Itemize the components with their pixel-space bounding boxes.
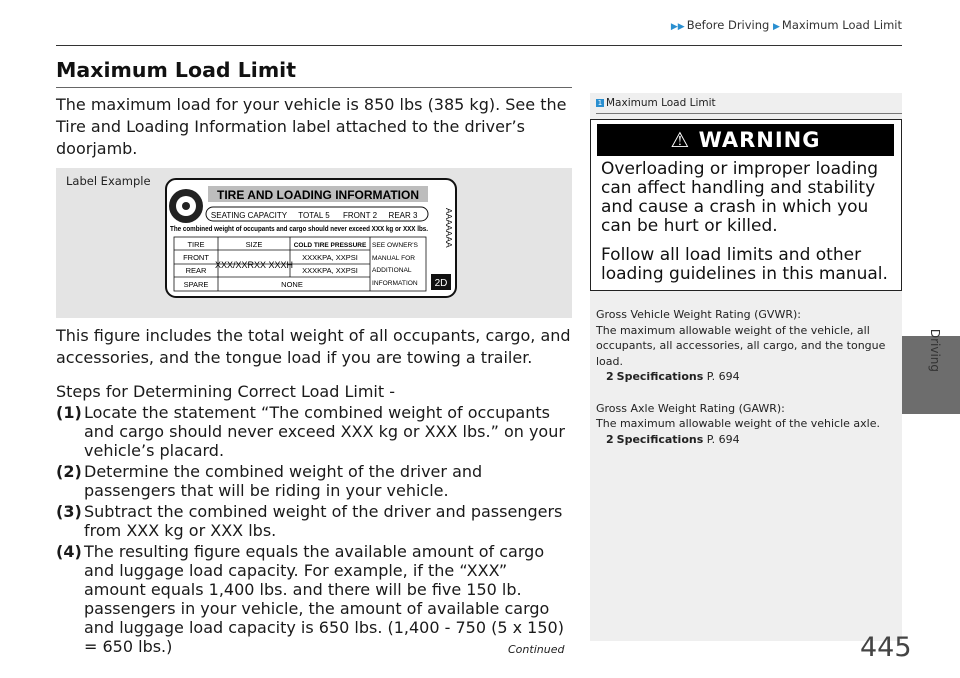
header-divider: [56, 45, 902, 46]
notes-panel: [590, 93, 902, 641]
step-text: Locate the statement “The combined weight of occupants and cargo should never exceed XXX kg or XXX lbs.” on your vehicle’s placard.: [84, 403, 565, 460]
reference-arrow-icon: 2: [606, 370, 614, 383]
intro-paragraph: The maximum load for your vehicle is 850 lbs (385 kg). See the Tire and Loading Information label attached to the driver’s doorjamb.: [56, 95, 567, 158]
breadcrumb-section[interactable]: Before Driving: [686, 18, 770, 32]
label-heading: TIRE AND LOADING INFORMATION: [217, 188, 419, 202]
step-number: (1): [56, 403, 82, 422]
see-manual-2: MANUAL FOR: [372, 255, 415, 262]
tire-icon: [169, 189, 203, 223]
seating-front: FRONT 2: [342, 211, 378, 220]
gvwr-reference[interactable]: [596, 369, 898, 385]
col-tire: TIRE: [187, 240, 205, 249]
gawr-text: The maximum allowable weight of the vehicle axle.: [596, 417, 880, 430]
label-example-figure: [56, 168, 572, 318]
double-arrow-icon: ▶▶: [670, 22, 685, 32]
step-item: [56, 542, 572, 656]
pressure-front: XXXKPA, XXPSI: [302, 253, 358, 262]
step-number: (3): [56, 502, 82, 521]
step-text: Determine the combined weight of the driver and passengers that will be riding in your vehicle.: [84, 462, 483, 500]
seating-total: TOTAL 5: [298, 211, 330, 220]
breadcrumb-page[interactable]: Maximum Load Limit: [781, 18, 902, 32]
note-marker-icon: 1: [597, 99, 603, 107]
warning-triangle-icon: ⚠: [670, 128, 691, 152]
steps-title: Steps for Determining Correct Load Limit -: [56, 382, 395, 401]
page-title: Maximum Load Limit: [56, 58, 297, 82]
steps-list: [56, 403, 572, 658]
title-divider: [56, 87, 572, 88]
warning-banner: [597, 124, 894, 156]
spare-value: NONE: [281, 280, 303, 289]
arrow-icon: ▶: [773, 22, 780, 32]
label-code: AAAAAAA: [444, 208, 454, 248]
col-pressure: COLD TIRE PRESSURE: [293, 242, 367, 249]
gvwr-title: Gross Vehicle Weight Rating (GVWR):: [596, 308, 801, 321]
step-item: [56, 403, 572, 460]
continued-note: Continued: [508, 643, 565, 656]
notes-heading: [596, 97, 716, 109]
chapter-tab-label: Driving: [928, 328, 942, 372]
pressure-rear: XXXKPA, XXPSI: [302, 266, 358, 275]
figure-explanation: This figure includes the total weight of all occupants, cargo, and accessories, and the tongue load if you are towing a trailer.: [56, 326, 571, 367]
notes-body: [596, 307, 898, 447]
warning-box: [590, 119, 902, 291]
see-manual-1: SEE OWNER'S: [372, 242, 418, 249]
notes-heading-text: Maximum Load Limit: [606, 97, 716, 109]
step-number: (4): [56, 542, 82, 561]
reference-link[interactable]: Specifications: [616, 370, 704, 383]
step-text: Subtract the combined weight of the driver and passengers from XXX kg or XXX lbs.: [84, 502, 563, 540]
reference-page: P. 694: [706, 432, 740, 446]
reference-arrow-icon: 2: [606, 432, 614, 446]
tire-label-diagram: [56, 168, 572, 318]
gawr-title: Gross Axle Weight Rating (GAWR):: [596, 401, 785, 415]
warning-title: WARNING: [698, 128, 821, 152]
label-badge: 2D: [434, 278, 448, 289]
col-size: SIZE: [245, 240, 263, 249]
warning-text: [601, 160, 897, 294]
gawr-reference[interactable]: [596, 432, 898, 448]
step-text: The resulting figure equals the available amount of cargo and luggage load capacity. For example, if the “XXX” amount equals 1,400 lbs. and there will be five 150 lb. passengers in your vehicle, the amount of available cargo and luggage load capacity is 650 lbs. (1,400 - 750 (5 x 150) = 650 lbs.): [84, 542, 564, 656]
breadcrumb: [0, 18, 902, 32]
row-front: FRONT: [183, 253, 209, 262]
row-rear: REAR: [185, 266, 207, 275]
see-manual-4: INFORMATION: [372, 280, 418, 287]
page-number: 445: [860, 632, 912, 663]
reference-link[interactable]: Specifications: [616, 432, 704, 446]
gvwr-text: The maximum allowable weight of the vehicle, all occupants, all accessories, all cargo, and the tongue load.: [596, 323, 886, 368]
step-item: [56, 502, 572, 540]
figure-caption: Label Example: [66, 174, 151, 188]
step-number: (2): [56, 462, 82, 481]
row-spare: SPARE: [183, 280, 209, 289]
notes-divider: [596, 113, 902, 114]
reference-page: P. 694: [706, 370, 740, 383]
seating-rear: REAR 3: [388, 211, 418, 220]
seating-label: SEATING CAPACITY: [210, 211, 288, 220]
step-item: [56, 462, 572, 500]
warning-paragraph: Follow all load limits and other loading guidelines in this manual.: [601, 245, 888, 284]
size-value: XXX/XXRXX XXXH: [214, 260, 294, 270]
warning-paragraph: Overloading or improper loading can affect handling and stability and cause a crash in which you can be hurt or killed.: [601, 159, 879, 236]
see-manual-3: ADDITIONAL: [372, 267, 412, 274]
combined-weight-text: The combined weight of occupants and cargo should never exceed XXX kg or XXX lbs.: [170, 226, 429, 233]
